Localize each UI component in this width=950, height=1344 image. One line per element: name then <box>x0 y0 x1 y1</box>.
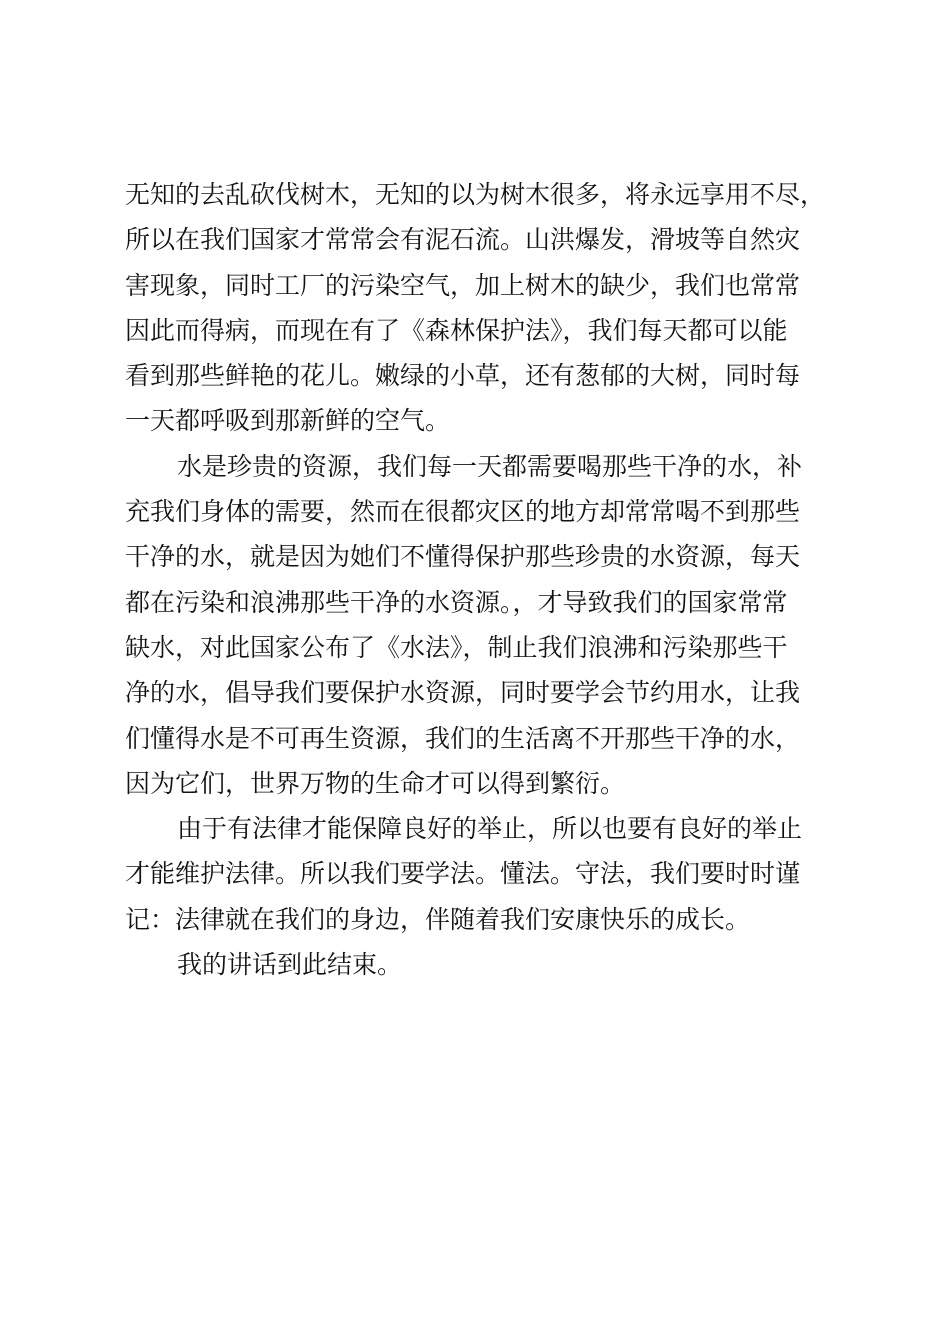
text-line: 所以在我们国家才常常会有泥石流。山洪爆发，滑坡等自然灾 <box>125 225 801 255</box>
text-line: 缺水，对此国家公布了《水法》，制止我们浪沸和污染那些干 <box>125 632 788 662</box>
text-line: 充我们身体的需要，然而在很都灾区的地方却常常喝不到那些 <box>125 497 801 527</box>
body-text <box>125 172 855 987</box>
paragraph-start-line: 水是珍贵的资源，我们每一天都需要喝那些干净的水，补 <box>177 451 803 481</box>
text-line: 都在污染和浪沸那些干净的水资源。，才导致我们的国家常常 <box>125 587 788 617</box>
paragraph-start-line: 由于有法律才能保障良好的举止，所以也要有良好的举止 <box>177 814 803 844</box>
text-line: 才能维护法律。所以我们要学法。懂法。守法，我们要时时谨 <box>125 859 801 889</box>
text-line: 无知的去乱砍伐树木，无知的以为树木很多，将永远享用不尽， <box>125 180 826 209</box>
closing-line: 我的讲话到此结束。 <box>177 950 403 980</box>
text-line: 害现象，同时工厂的污染空气，加上树木的缺少，我们也常常 <box>125 270 801 300</box>
text-line: 净的水，倡导我们要保护水资源，同时要学会节约用水，让我 <box>125 678 801 708</box>
text-line: 们懂得水是不可再生资源，我们的生活离不开那些干净的水， <box>125 723 801 753</box>
text-line: 因为它们，世界万物的生命才可以得到繁衍。 <box>125 768 626 798</box>
text-line: 因此而得病，而现在有了《森林保护法》，我们每天都可以能 <box>125 315 788 345</box>
text-line: 记：法律就在我们的身边，伴随着我们安康快乐的成长。 <box>125 904 751 934</box>
text-line: 干净的水，就是因为她们不懂得保护那些珍贵的水资源，每天 <box>125 542 801 572</box>
text-line: 看到那些鲜艳的花儿。嫩绿的小草，还有葱郁的大树，同时每 <box>125 361 801 391</box>
text-line: 一天都呼吸到那新鲜的空气。 <box>125 406 451 436</box>
